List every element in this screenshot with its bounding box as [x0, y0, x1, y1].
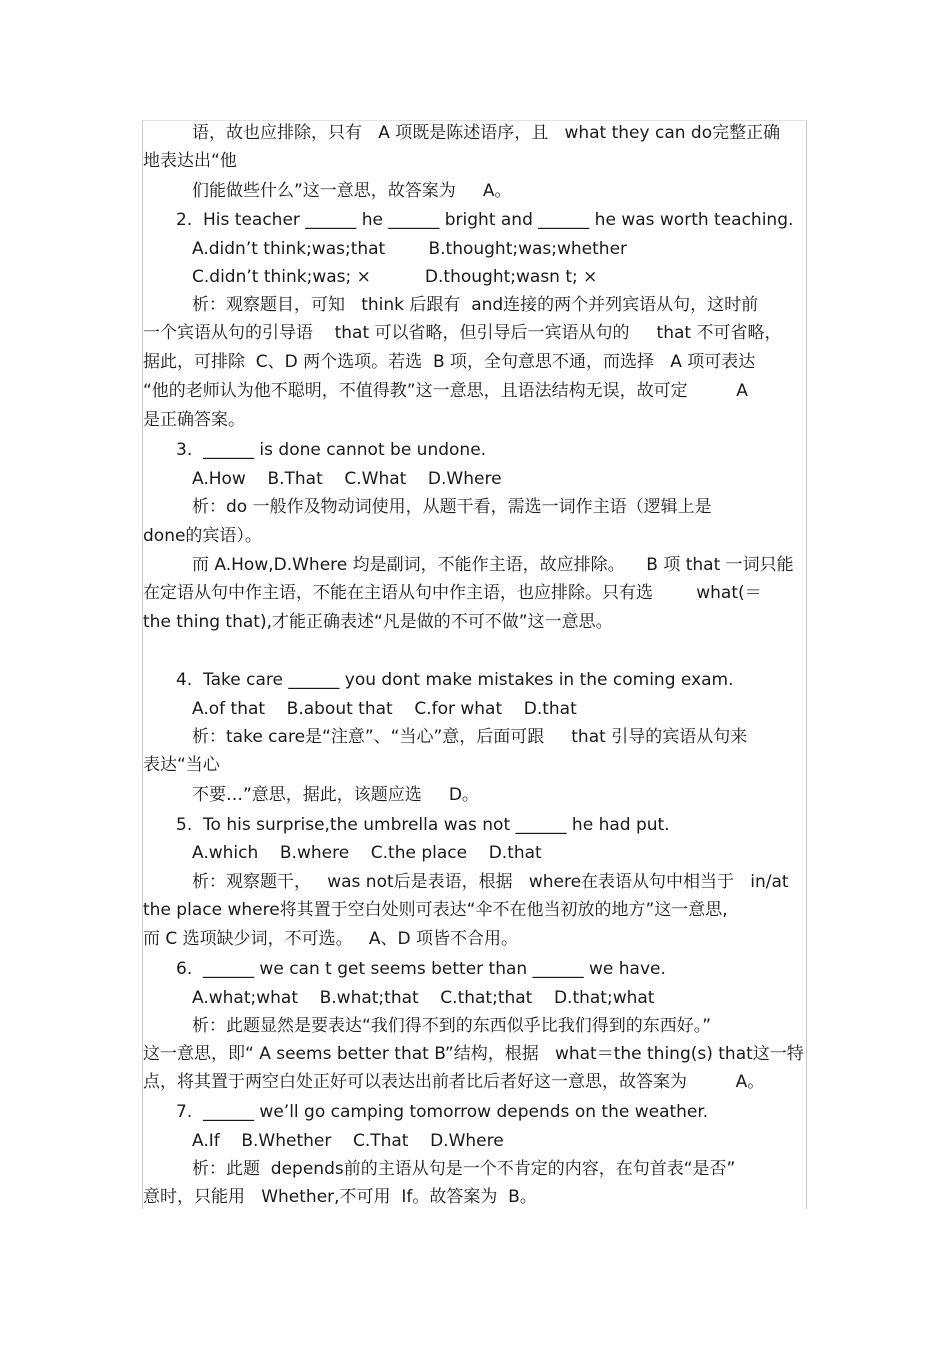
analysis-line: 析：观察题目，可知 think 后跟有 and连接的两个并列宾语从句，这时前 — [192, 295, 759, 315]
question-6: 6. ______ we can t get seems better than ______ we have. — [176, 959, 666, 979]
text-line: 不要…”意思，据此，该题应选 D。 — [192, 785, 479, 805]
question-4: 4. Take care ______ you dont make mistakes in the coming exam. — [176, 670, 734, 690]
text-line: the place where将其置于空白处则可表达“伞不在他当初放的地方”这一意思, — [143, 900, 728, 920]
text-line: 表达“当心 — [143, 755, 220, 775]
text-line: 是正确答案。 — [143, 410, 245, 430]
options-line: A.How B.That C.What D.Where — [192, 469, 502, 489]
text-line: 在定语从句中作主语，不能在主语从句中作主语，也应排除。只有选 what(＝ — [143, 583, 762, 603]
text-line: 意时，只能用 Whether,不可用 If。故答案为 B。 — [143, 1187, 537, 1207]
text-line: 地表达出“他 — [143, 151, 237, 171]
analysis-line: 析：观察题干， was not后是表语，根据 where在表语从句中相当于 in/at — [192, 872, 789, 892]
text-line: 们能做些什么”这一意思，故答案为 A。 — [192, 181, 512, 201]
options-line: C.didn’t think;was; × D.thought;wasn t; × — [192, 267, 598, 287]
analysis-line: 析：此题 depends前的主语从句是一个不肯定的内容，在句首表“是否” — [192, 1159, 736, 1179]
analysis-line: 析：do 一般作及物动词使用，从题干看，需选一词作主语（逻辑上是 — [192, 497, 712, 517]
options-line: A.of that B.about that C.for what D.that — [192, 699, 577, 719]
analysis-line: 析：此题显然是要表达“我们得不到的东西似乎比我们得到的东西好。” — [192, 1016, 712, 1036]
question-5: 5. To his surprise,the umbrella was not ______ he had put. — [176, 815, 670, 835]
text-line: 语，故也应排除，只有 A 项既是陈述语序，且 what they can do完整正确 — [192, 123, 781, 143]
text-line: 而 A.How,D.Where 均是副词，不能作主语，故应排除。 B 项 that 一词只能 — [192, 555, 794, 575]
options-line: A.what;what B.what;that C.that;that D.that;what — [192, 988, 655, 1008]
text-line: the thing that),才能正确表述“凡是做的不可不做”这一意思。 — [143, 612, 613, 632]
options-line: A.If B.Whether C.That D.Where — [192, 1131, 504, 1151]
options-line: A.didn’t think;was;that B.thought;was;whether — [192, 239, 628, 259]
text-line: done的宾语）。 — [143, 526, 262, 546]
question-7: 7. ______ we’ll go camping tomorrow depends on the weather. — [176, 1102, 709, 1122]
text-line: “他的老师认为他不聪明，不值得教”这一意思，且语法结构无误，故可定 A — [143, 381, 748, 401]
analysis-line: 析：take care是“注意”、“当心”意，后面可跟 that 引导的宾语从句来 — [192, 727, 748, 747]
text-line: 而 C 选项缺少词，不可选。 A、D 项皆不合用。 — [143, 929, 519, 949]
text-line: 据此，可排除 C、D 两个选项。若选 B 项，全句意思不通，而选择 A 项可表达 — [143, 352, 756, 372]
text-line: 一个宾语从句的引导语 that 可以省略，但引导后一宾语从句的 that 不可省略， — [143, 323, 782, 343]
options-line: A.which B.where C.the place D.that — [192, 843, 542, 863]
text-line: 点，将其置于两空白处正好可以表达出前者比后者好这一意思，故答案为 A。 — [143, 1072, 765, 1092]
question-3: 3. ______ is done cannot be undone. — [176, 440, 487, 460]
text-line: 这一意思，即“ A seems better that B”结构，根据 what＝the thing(s) that这一特 — [143, 1044, 804, 1064]
question-2: 2. His teacher ______ he ______ bright and ______ he was worth teaching. — [176, 210, 794, 230]
